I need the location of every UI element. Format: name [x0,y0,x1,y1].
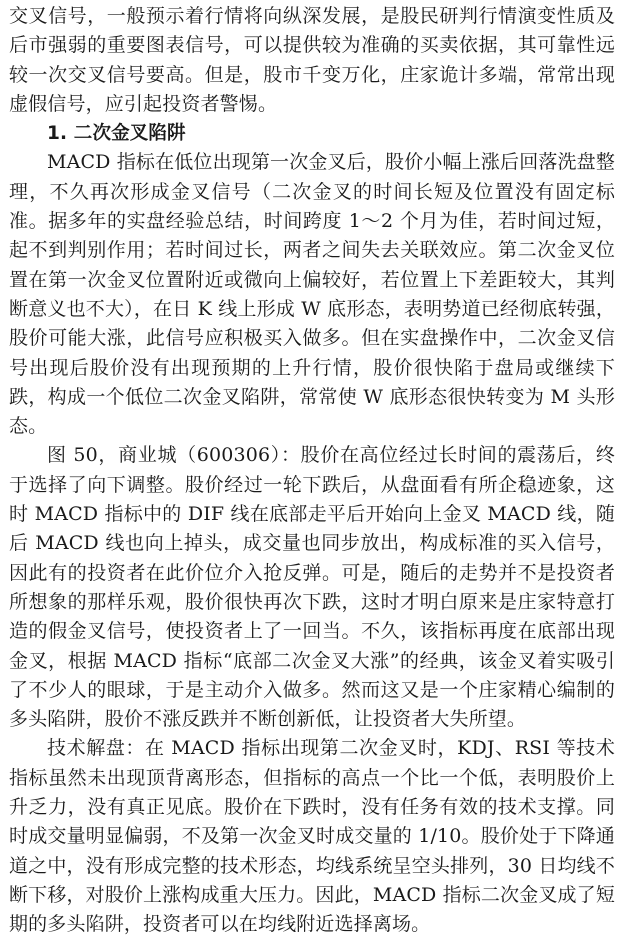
paragraph-macd-description: MACD 指标在低位出现第一次金叉后，股价小幅上涨后回落洗盘整理，不久再次形成金叉信号（二次金叉的时间长短及位置没有固定标准。据多年的实盘经验总结，时间跨度 1～2 个月为佳，若时间过短，起不到判别作用；若时间过长，两者之间失去关联效应。第二次金叉位置在第一次金叉位置附近或微向上偏较好，若位置上下差距较大，其判断意义也不大），在日 K 线上形成 W 底形态，表明势道已经彻底转强，股价可能大涨，此信号应积极买入做多。但在实盘操作中，二次金叉信号出现后股价没有出现预期的上升行情，股价很快陷于盘局或继续下跌，构成一个低位二次金叉陷阱，常常使 W 底形态很快转变为 M 头形态。 [9,151,615,438]
section-heading: 1. 二次金叉陷阱 [47,123,186,145]
paragraph-intro-continued: 交叉信号，一般预示着行情将向纵深发展，是股民研判行情演变性质及后市强弱的重要图表信号，可以提供较为准确的买卖依据，其可靠性远较一次交叉信号要高。但是，股市千变万化，庄家诡计多端，常常出现虚假信号，应引起投资者警惕。 [9,5,615,115]
paragraph-figure-50-example: 图 50，商业城（600306）：股价在高位经过长时间的震荡后，终于选择了向下调整。股价经过一轮下跌后，从盘面看有所企稳迹象，这时 MACD 指标中的 DIF 线在底部走平后开始向上金叉 MACD 线，随后 MACD 线也向上掉头，成交量也同步放出，构成标准的买入信号，因此有的投资者在此价位介入抢反弹。可是，随后的走势并不是投资者所想象的那样乐观，股价很快再次下跌，这时才明白原来是庄家特意打造的假金叉信号，使投资者上了一回当。不久，该指标再度在底部出现金叉，根据 MACD 指标“底部二次金叉大涨”的经典，该金叉着实吸引了不少人的眼球，于是主动介入做多。然而这又是一个庄家精心编制的多头陷阱，股价不涨反跌并不断创新低，让投资者大失所望。 [9,444,615,731]
paragraph-technical-analysis: 技术解盘：在 MACD 指标出现第二次金叉时，KDJ、RSI 等技术指标虽然未出现顶背离形态，但指标的高点一个比一个低，表明股价上升乏力，没有真正见底。股价在下跌时，没有任务有效的技术支撑。同时成交量明显偏弱，不及第一次金叉时成交量的 1/10。股价处于下降通道之中，没有形成完整的技术形态，均线系统呈空头排列，30 日均线不断下移，对股价上涨构成重大压力。因此，MACD 指标二次金叉成了短期的多头陷阱，投资者可以在均线附近选择离场。 [9,737,615,936]
